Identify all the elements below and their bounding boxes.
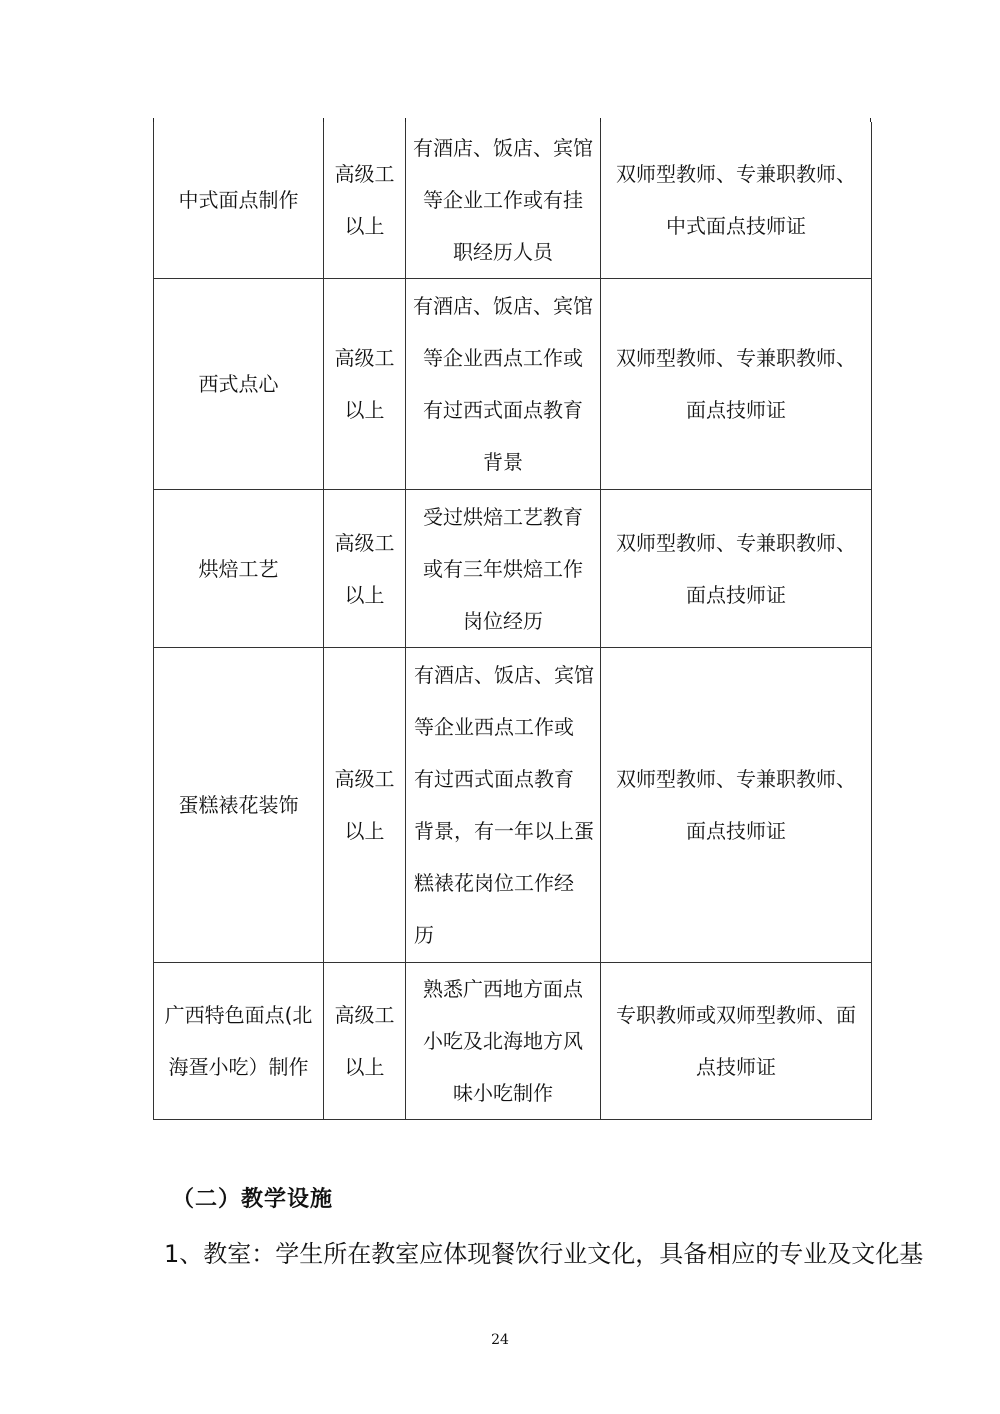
experience-text: 或有三年烘焙工作 [423, 556, 583, 581]
table-row [154, 279, 872, 490]
teacher-requirements-table [153, 122, 872, 1120]
qualification-text: 面点技师证 [686, 582, 786, 607]
experience-cell [406, 279, 601, 490]
level-text: 高级工 [334, 346, 395, 370]
qualification-text: 双师型教师、专兼职教师、 [616, 162, 856, 186]
experience-text: 背景 [483, 450, 523, 474]
section-heading: （二）教学设施 [172, 1187, 334, 1212]
course-cell [154, 963, 324, 1120]
qualification-text: 面点技师证 [686, 819, 786, 843]
level-text: 高级工 [334, 530, 395, 555]
level-text: 以上 [344, 398, 385, 422]
qualification-cell [601, 279, 872, 490]
table-row [154, 648, 872, 963]
experience-text: 有过西式面点教育 [423, 398, 583, 422]
experience-cell [406, 490, 601, 648]
course-cell [154, 122, 324, 279]
course-text: 西式点心 [198, 372, 279, 396]
qualification-text: 点技师证 [696, 1055, 776, 1079]
qualification-cell [601, 648, 872, 963]
qualification-text: 双师型教师、专兼职教师、 [616, 530, 856, 555]
qualification-text: 双师型教师、专兼职教师、 [616, 346, 856, 370]
experience-cell [406, 963, 601, 1120]
level-text: 以上 [344, 819, 385, 843]
course-text: 海疍小吃）制作 [168, 1055, 309, 1079]
experience-text: 背景，有一年以上蛋 [414, 819, 594, 843]
experience-text: 有酒店、饭店、宾馆 [413, 294, 593, 318]
level-text: 高级工 [334, 1003, 395, 1027]
level-text: 高级工 [334, 162, 395, 186]
experience-text: 有酒店、饭店、宾馆 [413, 136, 593, 160]
level-text: 以上 [344, 1055, 385, 1079]
level-text: 高级工 [334, 767, 395, 791]
experience-text: 职经历人员 [453, 240, 553, 264]
qualification-text: 专职教师或双师型教师、面 [616, 1003, 856, 1027]
level-cell [324, 490, 406, 648]
experience-text: 等企业西点工作或 [423, 346, 583, 370]
table-row [154, 963, 872, 1120]
level-text: 以上 [344, 582, 385, 607]
experience-cell [406, 648, 601, 963]
level-cell [324, 122, 406, 279]
table-row [154, 490, 872, 648]
experience-text: 糕裱花岗位工作经 [414, 871, 574, 895]
qualification-cell [601, 490, 872, 648]
table-row [154, 122, 872, 279]
course-cell [154, 648, 324, 963]
course-cell [154, 279, 324, 490]
experience-cell [406, 122, 601, 279]
qualification-text: 面点技师证 [686, 398, 786, 422]
course-text: 广西特色面点(北 [164, 1003, 313, 1027]
course-text: 烘焙工艺 [198, 556, 279, 581]
experience-text: 有酒店、饭店、宾馆 [414, 663, 594, 687]
experience-text: 历 [414, 923, 434, 947]
page-number: 24 [491, 1332, 509, 1348]
course-cell [154, 490, 324, 648]
experience-text: 有过西式面点教育 [414, 767, 574, 791]
qualification-text: 双师型教师、专兼职教师、 [616, 767, 856, 791]
level-cell [324, 279, 406, 490]
qualification-cell [601, 963, 872, 1120]
experience-text: 小吃及北海地方风 [423, 1029, 583, 1053]
experience-text: 等企业西点工作或 [414, 715, 574, 739]
level-text: 以上 [344, 214, 385, 238]
experience-text: 等企业工作或有挂 [423, 188, 583, 212]
experience-text: 岗位经历 [463, 608, 543, 633]
qualification-cell [601, 122, 872, 279]
qualification-text: 中式面点技师证 [666, 214, 806, 238]
level-cell [324, 648, 406, 963]
experience-text: 受过烘焙工艺教育 [423, 504, 583, 529]
course-text: 中式面点制作 [178, 188, 299, 212]
course-text: 蛋糕裱花装饰 [178, 793, 299, 817]
level-cell [324, 963, 406, 1120]
experience-text: 熟悉广西地方面点 [423, 977, 583, 1001]
body-paragraph: 1、教室：学生所在教室应体现餐饮行业文化，具备相应的专业及文化基 [164, 1240, 924, 1268]
experience-text: 味小吃制作 [453, 1081, 553, 1105]
